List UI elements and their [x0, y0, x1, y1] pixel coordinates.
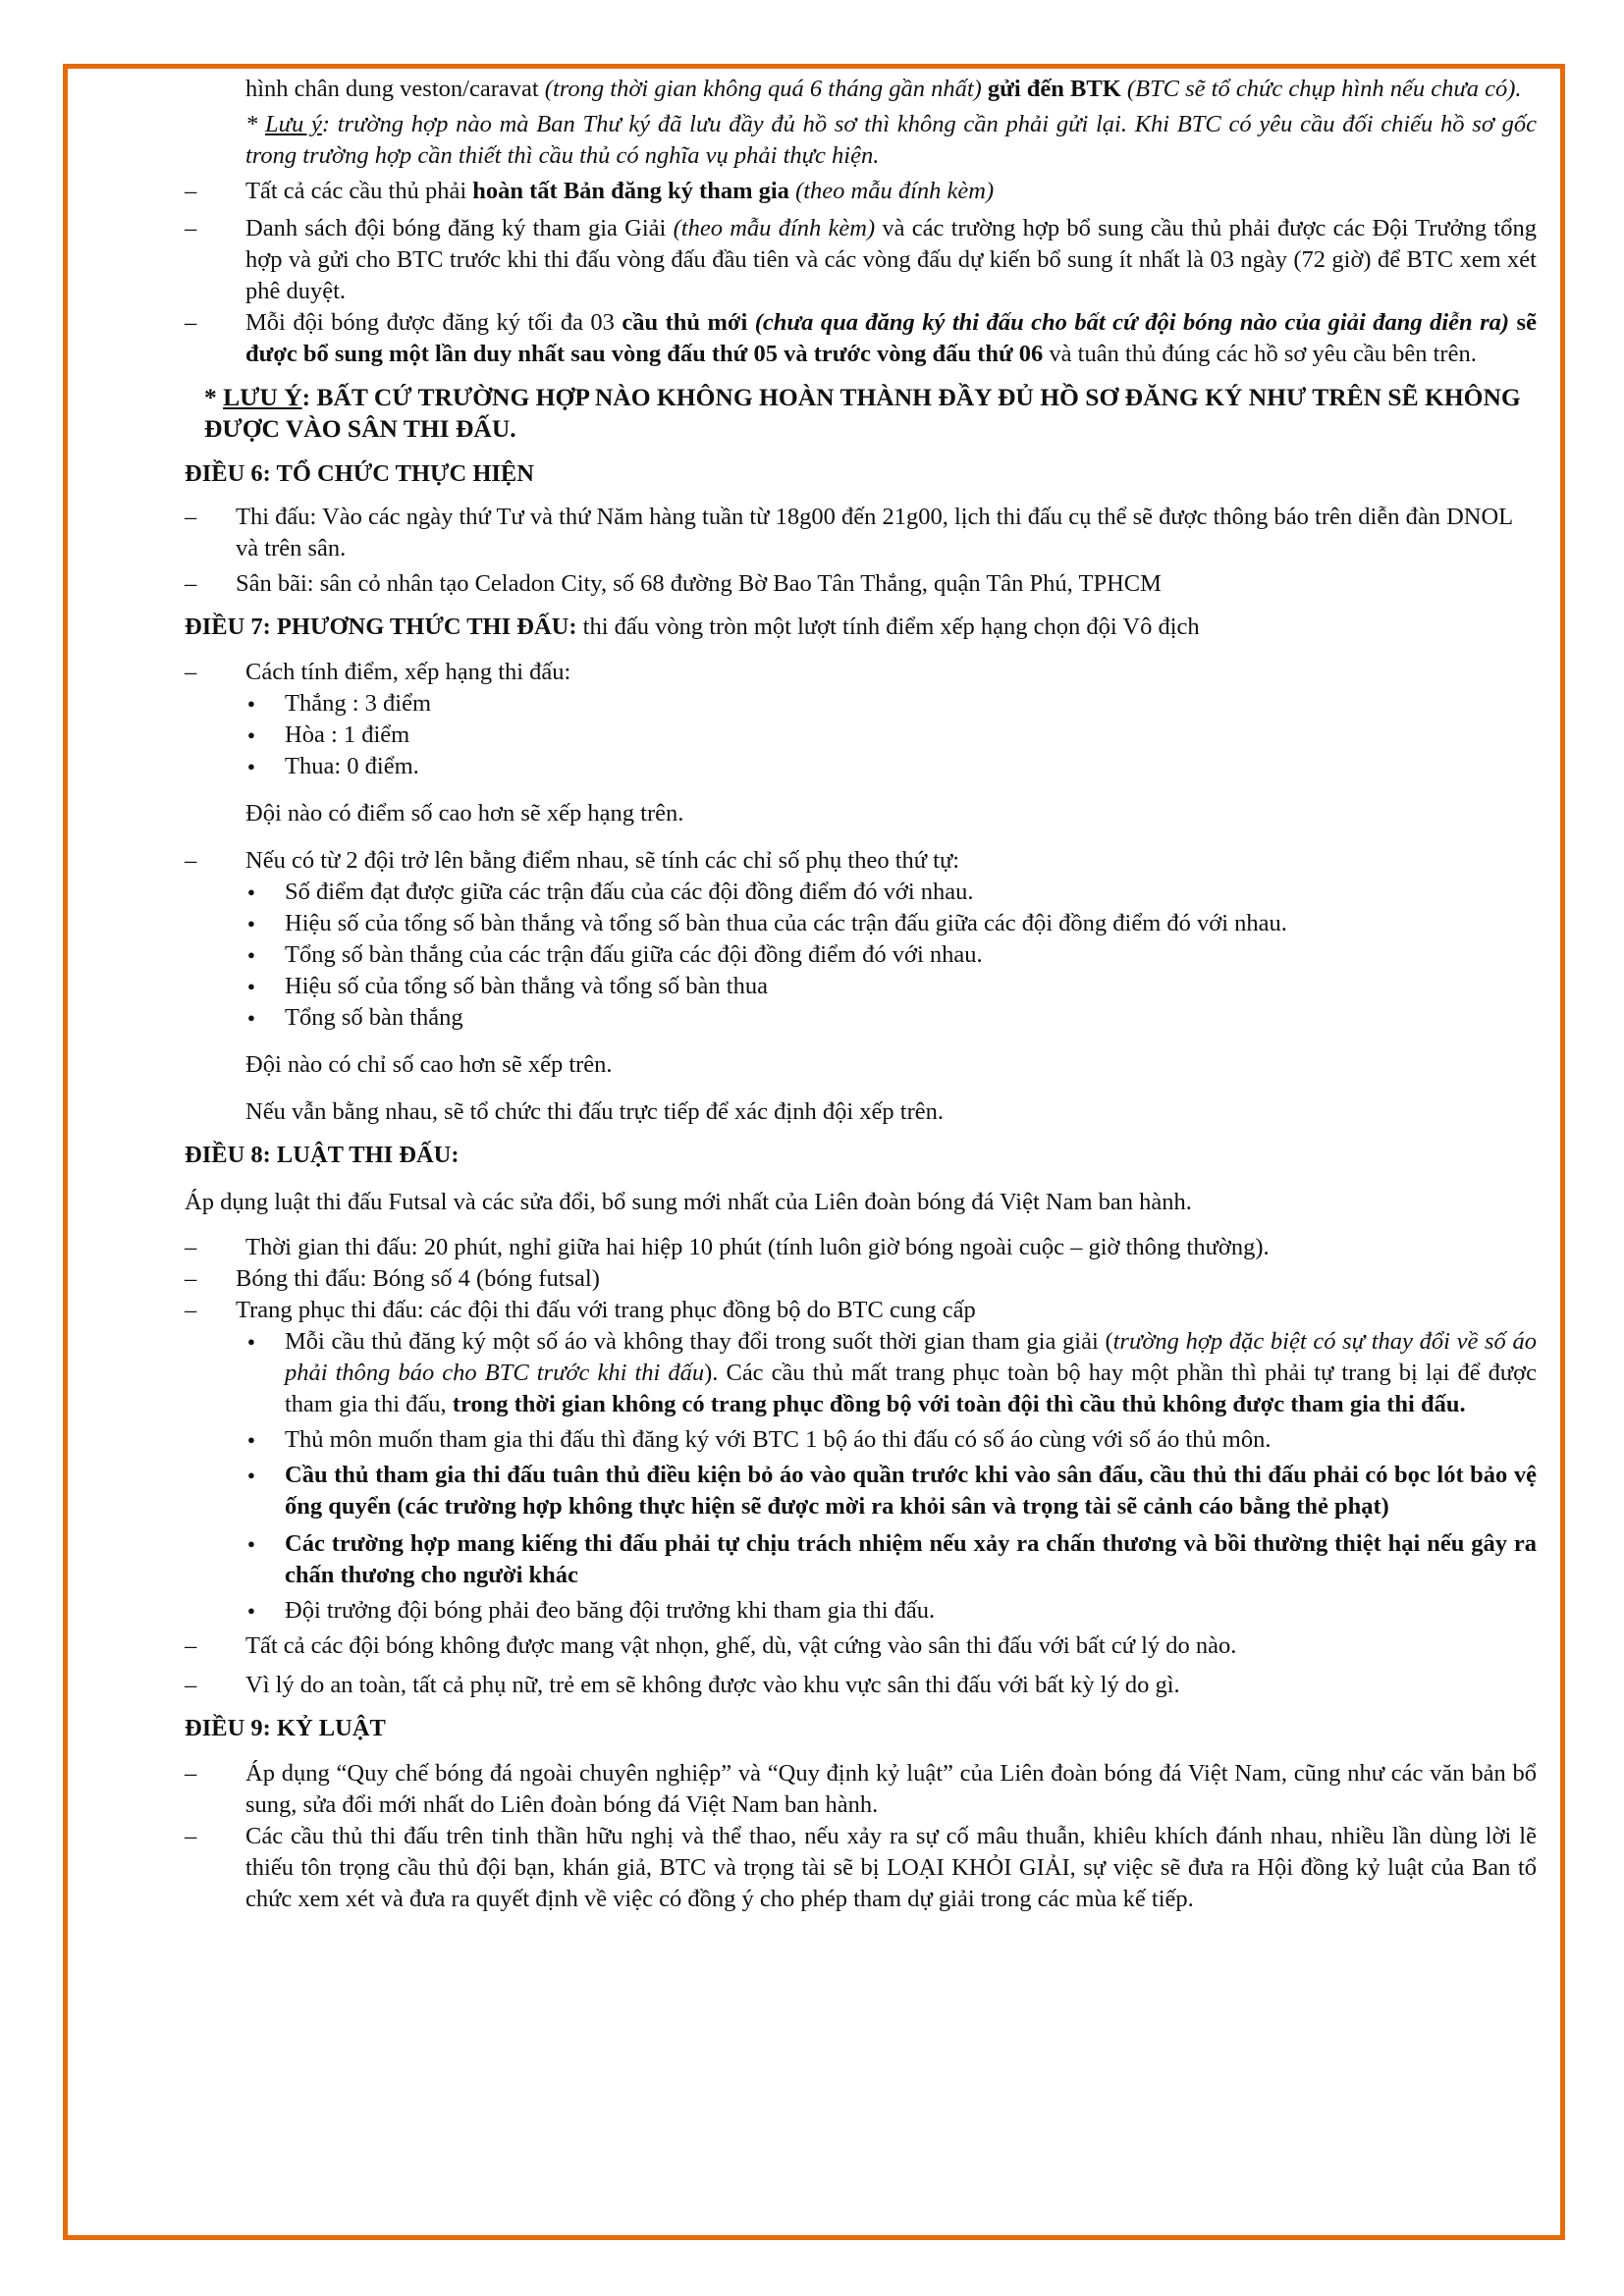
- uniform-rule-1-rest: ). Các cầu thủ mất trang phục toàn bộ hay một phần thì phải tự trang bị lại để được tham gia thi đấu,: [285, 1360, 1537, 1417]
- reg-item-1-bold: hoàn tất Bản đăng ký tham gia: [472, 178, 789, 204]
- reg-item-1-italic: (theo mẫu đính kèm): [788, 178, 995, 204]
- intro-text: hình chân dung veston/caravat: [245, 76, 545, 102]
- art8-item-2: – Bóng thi đấu: Bóng số 4 (bóng futsal): [187, 1263, 1537, 1295]
- points-note: Đội nào có điểm số cao hơn sẽ xếp hạng trên.: [245, 800, 684, 827]
- list-item: ● Thủ môn muốn tham gia thi đấu thì đăng ký với BTC 1 bộ áo thi đấu có số áo cùng với số áo thủ môn.: [187, 1424, 1537, 1456]
- list-item: ● Thắng : 3 điểm: [187, 688, 1537, 720]
- document-body: [187, 74, 1537, 1915]
- article-7-title-rest: thi đấu vòng tròn một lượt tính điểm xếp hạng chọn đội Vô địch: [576, 614, 1200, 640]
- note-label: Lưu ý: [265, 111, 322, 137]
- reg-item-2: [187, 213, 1537, 307]
- list-item: [187, 1528, 1537, 1591]
- article-7-heading: [185, 612, 1537, 643]
- list-item: ● Hiệu số của tổng số bàn thắng và tổng số bàn thua: [187, 971, 1537, 1002]
- article-6-heading: ĐIỀU 6: TỔ CHỨC THỰC HIỆN: [185, 460, 534, 487]
- art6-item-1: – Thi đấu: Vào các ngày thứ Tư và thứ Năm hàng tuần từ 18g00 đến 21g00, lịch thi đấu cụ thể sẽ được thông báo trên diễn đàn DNOL và trên sân.: [187, 502, 1537, 564]
- reg-item-3-rest: và tuân thủ đúng các hồ sơ yêu cầu bên trên.: [1043, 341, 1477, 367]
- note-star: *: [245, 111, 265, 137]
- intro-italic-3: hình nếu chưa có).: [1341, 76, 1522, 102]
- uniform-rule-1-italic: trường hợp đặc biệt có sự thay đổi về số áo phải thông báo cho BTC trước khi thi đấu: [285, 1328, 1537, 1386]
- warning-star: *: [204, 383, 224, 411]
- list-item: ● Hiệu số của tổng số bàn thắng và tổng số bàn thua của các trận đấu giữa các đội đồng điểm đó với nhau.: [187, 908, 1537, 939]
- article-7-title: ĐIỀU 7: PHƯƠNG THỨC THI ĐẤU:: [185, 614, 577, 640]
- reg-item-3-text: Mỗi đội bóng được đăng ký tối đa 03: [245, 309, 623, 336]
- reg-item-2-text: Danh sách đội bóng đăng ký tham gia Giải: [245, 215, 674, 241]
- reg-item-3-bold: cầu thủ mới: [622, 309, 748, 336]
- art8-intro: Áp dụng luật thi đấu Futsal và các sửa đổi, bổ sung mới nhất của Liên đoàn bóng đá Việt Nam ban hành.: [185, 1189, 1192, 1215]
- intro-bold: gửi đến BTK: [981, 76, 1127, 102]
- art7-tie-label: – Nếu có từ 2 đội trở lên bằng điểm nhau, sẽ tính các chỉ số phụ theo thứ tự:: [187, 845, 1537, 877]
- list-item: ● Đội trưởng đội bóng phải đeo băng đội trưởng khi tham gia thi đấu.: [187, 1595, 1537, 1627]
- intro-paragraph: [187, 74, 1537, 105]
- reg-item-3-bold-2: sẽ được bổ sung một lần duy nhất sau vòng đấu thứ 05 và trước vòng đấu thứ 06: [245, 309, 1537, 367]
- intro-note: [187, 109, 1537, 172]
- points-list: [187, 688, 1537, 782]
- list-item: ● Tổng số bàn thắng: [187, 1002, 1537, 1034]
- art6-item-2: – Sân bãi: sân cỏ nhân tạo Celadon City, số 68 đường Bờ Bao Tân Thắng, quận Tân Phú, TPHCM: [187, 568, 1537, 600]
- list-item: ● Thua: 0 điểm.: [187, 751, 1537, 782]
- reg-item-2-italic: (theo mẫu đính kèm): [673, 215, 876, 241]
- art7-scoring-label: – Cách tính điểm, xếp hạng thi đấu:: [187, 657, 1537, 688]
- reg-item-3: [187, 307, 1537, 370]
- art8-item-5: – Vì lý do an toàn, tất cả phụ nữ, trẻ em sẽ không được vào khu vực sân thi đấu với bất kỳ lý do gì.: [187, 1670, 1537, 1701]
- registration-warning: [204, 382, 1537, 445]
- intro-italic-2: (BTC sẽ tổ chức chụp: [1126, 76, 1335, 102]
- reg-item-3-bold-italic: (chưa qua đăng ký thi đấu cho bất cứ đội bóng nào của giải đang diễn ra): [747, 309, 1510, 336]
- reg-item-1-text: Tất cả các cầu thủ phải: [245, 178, 473, 204]
- article-8-heading: ĐIỀU 8: LUẬT THI ĐẤU:: [185, 1142, 460, 1168]
- uniform-rule-3: Cầu thủ tham gia thi đấu tuân thủ điều kiện bỏ áo vào quần trước khi vào sân đấu, cầu thủ thi đấu phải có bọc lót bảo vệ ống quyển (các trường hợp không thực hiện sẽ được mời ra khỏi sân và trọng tài sẽ cảnh cáo bằng thẻ phạt): [285, 1462, 1537, 1520]
- art8-item-1: – Thời gian thi đấu: 20 phút, nghỉ giữa hai hiệp 10 phút (tính luôn giờ bóng ngoài cuộc – giờ thông thường).: [187, 1232, 1537, 1263]
- warning-label: LƯU Ý: [223, 383, 302, 411]
- article-9-heading: ĐIỀU 9: KỶ LUẬT: [185, 1715, 386, 1741]
- list-item: ● Hòa : 1 điểm: [187, 720, 1537, 751]
- list-item: ● Tổng số bàn thắng của các trận đấu giữa các đội đồng điểm đó với nhau.: [187, 939, 1537, 971]
- intro-italic: (trong thời gian không quá 6 tháng gần nhất): [544, 76, 982, 102]
- uniform-rules-list: [187, 1326, 1537, 1627]
- reg-item-2-rest: và các trường hợp bổ sung cầu thủ phải được các Đội Trưởng tổng hợp và gửi cho BTC trước khi thi đấu vòng đấu đầu tiên và các vòng đấu dự kiến bổ sung ít nhất là 03 ngày (72 giờ) để BTC xem xét phê duyệt.: [245, 215, 1537, 304]
- list-item: [187, 1460, 1537, 1522]
- tiebreaker-list: [187, 877, 1537, 1034]
- art9-item-1: – Áp dụng “Quy chế bóng đá ngoài chuyên nghiệp” và “Quy định kỷ luật” của Liên đoàn bóng đá Việt Nam, cũng như các văn bản bổ sung, sửa đổi mới nhất do Liên đoàn bóng đá Việt Nam ban hành.: [187, 1758, 1537, 1821]
- tie-note-1: Đội nào có chỉ số cao hơn sẽ xếp trên.: [245, 1051, 613, 1078]
- art9-item-2: – Các cầu thủ thi đấu trên tinh thần hữu nghị và thể thao, nếu xảy ra sự cố mâu thuẫn, khiêu khích đánh nhau, nhiều lần dùng lời lẽ thiếu tôn trọng cầu thủ đội bạn, khán giả, BTC và trọng tài sẽ bị LOẠI KHỎI GIẢI, sự việc sẽ đưa ra Hội đồng kỷ luật của Ban tổ chức xem xét và đưa ra quyết định về việc có đồng ý cho phép tham dự giải trong các mùa kế tiếp.: [187, 1821, 1537, 1915]
- art8-item-4: – Tất cả các đội bóng không được mang vật nhọn, ghế, dù, vật cứng vào sân thi đấu với bất cứ lý do nào.: [187, 1630, 1537, 1662]
- note-text: : trường hợp nào mà Ban Thư ký đã lưu đầy đủ hồ sơ thì không cần phải gửi lại. Khi BTC có yêu cầu đối chiếu hồ sơ gốc trong trường hợp cần thiết thì cầu thủ có nghĩa vụ phải thực hiện.: [245, 111, 1537, 169]
- art8-item-3: – Trang phục thi đấu: các đội thi đấu với trang phục đồng bộ do BTC cung cấp: [187, 1295, 1537, 1326]
- uniform-rule-4: Các trường hợp mang kiếng thi đấu phải tự chịu trách nhiệm nếu xảy ra chấn thương và bồi thường thiệt hại nếu gây ra chấn thương cho người khác: [285, 1530, 1537, 1588]
- list-item: [187, 1326, 1537, 1420]
- reg-item-1: [187, 176, 1537, 207]
- warning-text: : BẤT CỨ TRƯỜNG HỢP NÀO KHÔNG HOÀN THÀNH ĐẦY ĐỦ HỒ SƠ ĐĂNG KÝ NHƯ TRÊN SẼ KHÔNG ĐƯỢC VÀO SÂN THI ĐẤU.: [204, 383, 1521, 443]
- uniform-rule-1-text: Mỗi cầu thủ đăng ký một số áo và không thay đổi trong suốt thời gian tham gia giải (: [285, 1328, 1113, 1355]
- tie-note-2: Nếu vẫn bằng nhau, sẽ tổ chức thi đấu trực tiếp để xác định đội xếp trên.: [245, 1098, 944, 1125]
- list-item: ● Số điểm đạt được giữa các trận đấu của các đội đồng điểm đó với nhau.: [187, 877, 1537, 908]
- uniform-rule-1-bold: trong thời gian không có trang phục đồng bộ với toàn đội thì cầu thủ không được tham gia thi đấu.: [452, 1391, 1466, 1417]
